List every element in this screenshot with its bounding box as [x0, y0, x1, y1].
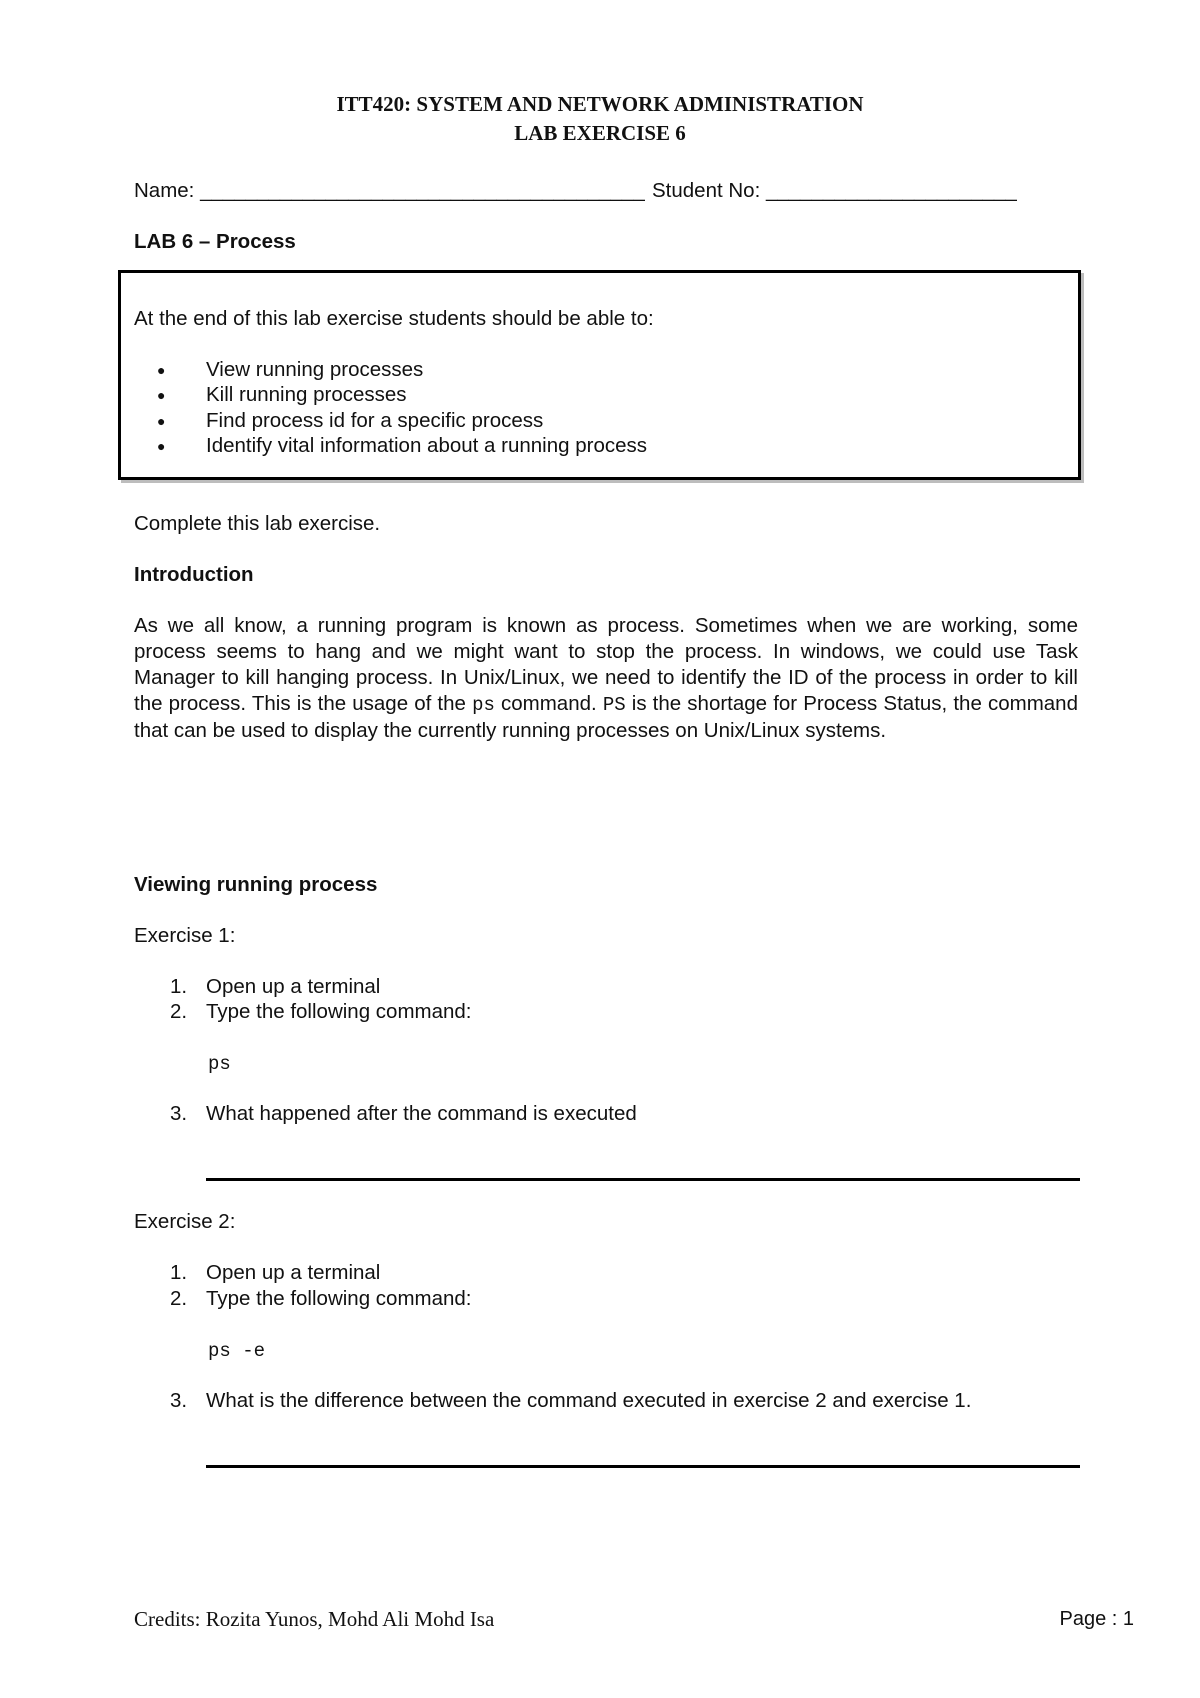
objective-item: Identify vital information about a running process — [206, 434, 648, 457]
bullet-icon: ● — [157, 362, 166, 378]
intro-text-2: command. — [494, 692, 603, 715]
student-no-blank: ______________________ — [765, 179, 1017, 202]
introduction-paragraph — [134, 613, 1078, 744]
intro-code-PS: PS — [602, 694, 626, 716]
bullet-icon: ● — [157, 438, 166, 454]
instruction-text: Complete this lab exercise. — [134, 512, 381, 535]
student-no-field — [652, 178, 1017, 204]
name-blank: _______________________________________ — [200, 179, 645, 202]
step-number: 3. — [170, 1102, 188, 1125]
intro-text-1: As we all know, a running program is known as process. Sometimes when we are working, some process seems to hang and we might want to stop the process. In windows, we could use Task Manager to kill hanging process. In Unix/Linux, we need to identify the ID of the process in order to kill the process. This is the usage of the — [134, 614, 1078, 715]
step-text: Type the following command: — [206, 1287, 472, 1310]
step-text: What is the difference between the command executed in exercise 2 and exercise 1. — [206, 1389, 972, 1412]
exercise-2-answer-line — [206, 1465, 1080, 1468]
footer-page-number: Page : 1 — [1059, 1608, 1134, 1630]
name-field — [134, 178, 645, 204]
step-text: Open up a terminal — [206, 1261, 381, 1284]
bullet-icon: ● — [157, 413, 166, 429]
objectives-intro: At the end of this lab exercise students should be able to: — [134, 307, 654, 330]
section-heading: Viewing running process — [134, 873, 378, 896]
step-text: Type the following command: — [206, 1000, 472, 1023]
footer-credits: Credits: Rozita Yunos, Mohd Ali Mohd Isa — [134, 1607, 495, 1631]
student-no-label: Student No: — [652, 179, 761, 202]
exercise-1-title: Exercise 1: — [134, 924, 236, 947]
step-text: Open up a terminal — [206, 975, 381, 998]
intro-text-3: is the shortage for Process Status, the command that can be used to display the currently running processes on Unix/Linux systems. — [134, 692, 1078, 742]
step-number: 2. — [170, 1287, 188, 1310]
exercise-1-answer-line — [206, 1178, 1080, 1181]
step-number: 2. — [170, 1000, 188, 1023]
step-number: 3. — [170, 1389, 188, 1412]
exercise-1-command: ps — [208, 1053, 231, 1075]
step-number: 1. — [170, 975, 188, 998]
course-title: ITT420: SYSTEM AND NETWORK ADMINISTRATION — [336, 92, 864, 116]
lab-heading: LAB 6 – Process — [134, 230, 296, 253]
intro-code-ps: ps — [472, 694, 495, 716]
bullet-icon: ● — [157, 387, 166, 403]
objective-item: Find process id for a specific process — [206, 409, 544, 432]
name-label: Name: — [134, 179, 195, 202]
exercise-2-title: Exercise 2: — [134, 1210, 236, 1233]
introduction-heading: Introduction — [134, 563, 254, 586]
objective-item: Kill running processes — [206, 383, 407, 406]
objective-item: View running processes — [206, 358, 424, 381]
lab-title: LAB EXERCISE 6 — [514, 121, 686, 145]
step-number: 1. — [170, 1261, 188, 1284]
exercise-2-command: ps -e — [208, 1340, 266, 1362]
step-text: What happened after the command is executed — [206, 1102, 637, 1125]
